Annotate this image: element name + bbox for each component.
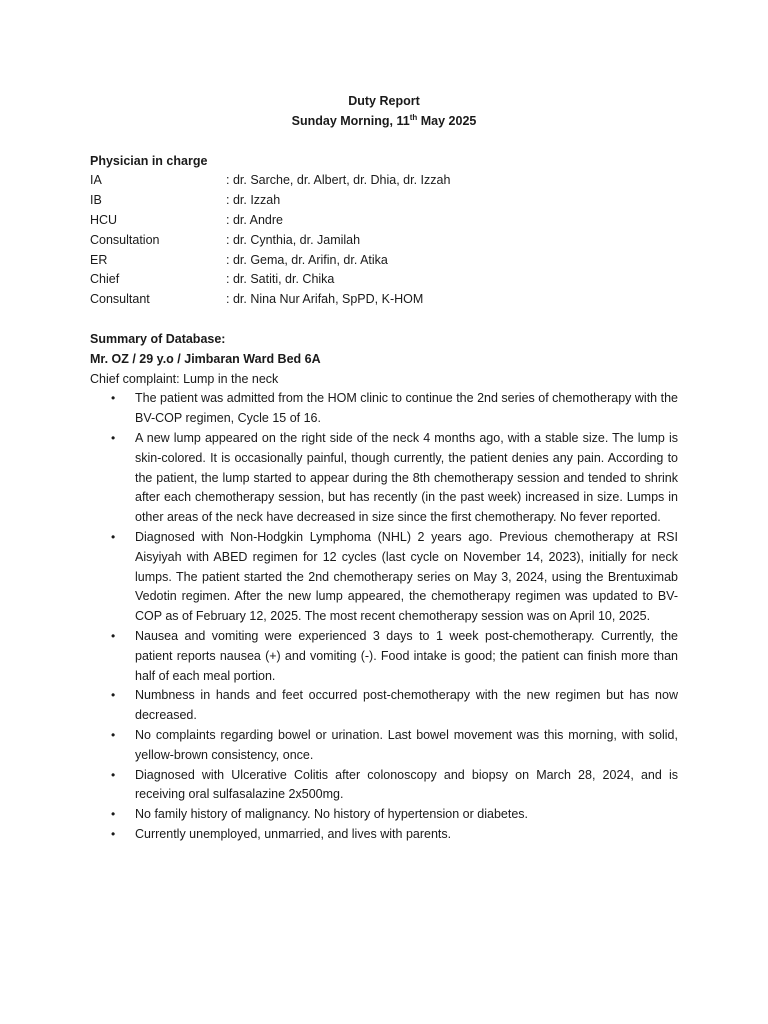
- physician-row: [90, 270, 678, 290]
- role-label: HCU: [90, 212, 118, 227]
- list-item: [90, 429, 678, 528]
- list-item-text: Diagnosed with Non-Hodgkin Lymphoma (NHL) 2 years ago. Previous chemotherapy at RSI Aisyiyah with ABED regimen for 12 cycles (last cycle on November 14, 2023), initially for neck lumps. The patient started the 2nd chemotherapy series on May 3, 2024, using the Brentuximab Vedotin regimen. After the new lump appeared, the chemotherapy regimen was updated to BV-COP as of February 12, 2025. The most recent chemotherapy session was on April 10, 2025.: [135, 529, 678, 624]
- list-item-text: Currently unemployed, unmarried, and lives with parents.: [135, 826, 452, 841]
- bullet-icon: •: [111, 807, 116, 822]
- physician-list: [90, 171, 678, 310]
- title-block: [90, 92, 678, 132]
- list-item-text: The patient was admitted from the HOM clinic to continue the 2nd series of chemotherapy with the BV-COP regimen, Cycle 15 of 16.: [135, 391, 678, 426]
- bullet-icon: •: [111, 529, 116, 544]
- list-item: [90, 528, 678, 627]
- summary-heading: Summary of Database:: [90, 331, 226, 346]
- physician-row: [90, 171, 678, 191]
- bullet-icon: •: [111, 628, 116, 643]
- bullet-icon: •: [111, 826, 116, 841]
- patient-identity: Mr. OZ / 29 y.o / Jimbaran Ward Bed 6A: [90, 351, 321, 366]
- physician-row: [90, 211, 678, 231]
- physician-row: [90, 290, 678, 310]
- list-item: [90, 389, 678, 429]
- bullet-icon: •: [111, 430, 116, 445]
- list-item: [90, 805, 678, 825]
- bullet-icon: •: [111, 727, 116, 742]
- history-bullet-list: [90, 389, 678, 844]
- physician-names: : dr. Nina Nur Arifah, SpPD, K-HOM: [226, 292, 424, 307]
- physician-names: : dr. Sarche, dr. Albert, dr. Dhia, dr. Izzah: [226, 173, 451, 188]
- document-page: [90, 92, 678, 845]
- report-date: [90, 112, 678, 132]
- date-text: Sunday Morning, 11: [291, 113, 410, 128]
- role-label: Consultant: [90, 292, 150, 307]
- physician-names: : dr. Andre: [226, 212, 283, 227]
- role-label: Consultation: [90, 232, 160, 247]
- bullet-icon: •: [111, 767, 116, 782]
- physician-row: [90, 191, 678, 211]
- date-superscript: th: [409, 112, 418, 122]
- report-title: Duty Report: [348, 94, 420, 108]
- bullet-icon: •: [111, 391, 116, 406]
- physician-names: : dr. Gema, dr. Arifin, dr. Atika: [226, 252, 388, 267]
- list-item-text: A new lump appeared on the right side of the neck 4 months ago, with a stable size. The lump is skin-colored. It is occasionally painful, though currently, the patient denies any pain. According to the patient, the lump started to appear during the 8th chemotherapy session and tended to shrink after each chemotherapy session, but has recently (in the past week) increased in size. Lumps in other areas of the neck have decreased in size since the first chemotherapy. No fever reported.: [135, 430, 678, 525]
- list-item: [90, 686, 678, 726]
- chief-complaint: Chief complaint: Lump in the neck: [90, 371, 279, 386]
- role-label: IA: [90, 173, 102, 188]
- list-item-text: Numbness in hands and feet occurred post-chemotherapy with the new regimen but has now decreased.: [135, 688, 678, 723]
- role-label: IB: [90, 193, 102, 208]
- list-item: [90, 726, 678, 766]
- list-item: [90, 766, 678, 806]
- physician-names: : dr. Cynthia, dr. Jamilah: [226, 232, 361, 247]
- role-label: ER: [90, 252, 108, 267]
- physician-heading: Physician in charge: [90, 153, 208, 168]
- physician-row: [90, 231, 678, 251]
- physician-row: [90, 251, 678, 271]
- list-item-text: No complaints regarding bowel or urination. Last bowel movement was this morning, with solid, yellow-brown consistency, once.: [135, 727, 678, 762]
- list-item: [90, 825, 678, 845]
- list-item-text: Diagnosed with Ulcerative Colitis after colonoscopy and biopsy on March 28, 2024, and is receiving oral sulfasalazine 2x500mg.: [135, 767, 678, 802]
- list-item-text: Nausea and vomiting were experienced 3 days to 1 week post-chemotherapy. Currently, the patient reports nausea (+) and vomiting (-). Food intake is good; the patient can finish more than half of each meal portion.: [135, 628, 678, 683]
- role-label: Chief: [90, 272, 120, 287]
- physician-names: : dr. Izzah: [226, 193, 281, 208]
- list-item-text: No family history of malignancy. No history of hypertension or diabetes.: [135, 807, 529, 822]
- bullet-icon: •: [111, 688, 116, 703]
- list-item: [90, 627, 678, 686]
- physician-names: : dr. Satiti, dr. Chika: [226, 272, 335, 287]
- date-text-suffix: May 2025: [417, 113, 477, 128]
